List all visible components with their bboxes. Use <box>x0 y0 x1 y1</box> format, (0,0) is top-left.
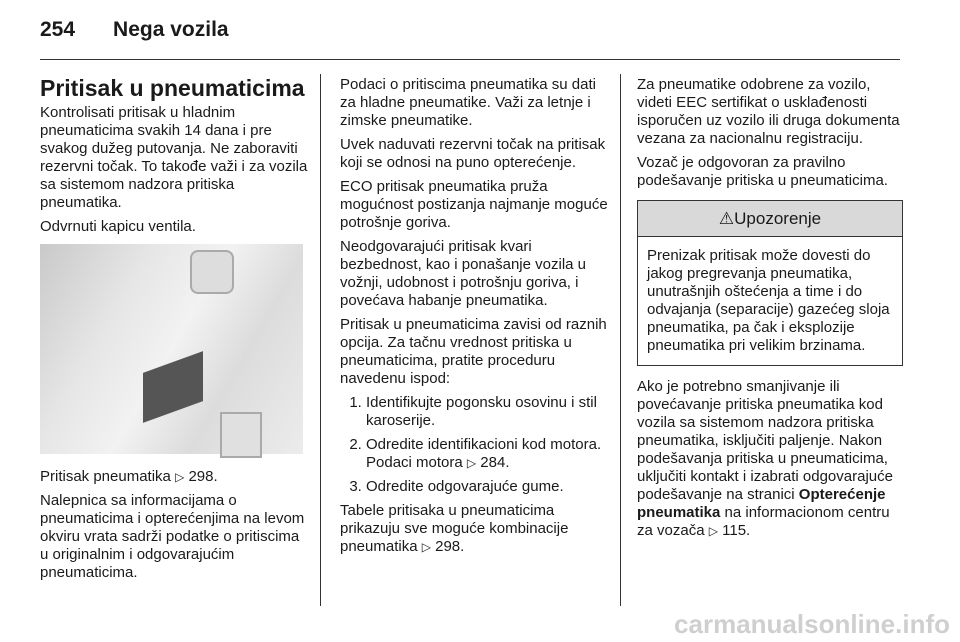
warning-body: Prenizak pritisak može dovesti do jakog pregrevanja pneumatika, unutrašnjih oštećenja a time i do odvajanja (separacije) gazećeg sloja pneumatika, pa čak i eksplozije pneumatika pri velikim brzinama. <box>647 247 890 354</box>
text: Tabele pritisaka u pneumaticima prikazuju sve moguće kombinacije pneumatika <box>340 502 569 555</box>
paragraph <box>40 468 310 486</box>
tire-pressure-label <box>143 351 203 423</box>
text: na informacionom centru za vozača <box>637 504 890 539</box>
list-item <box>366 436 610 472</box>
page-number: 254 <box>40 18 76 41</box>
door-frame-label-illustration <box>40 244 303 454</box>
column-1 <box>40 74 310 588</box>
page-ref-icon: ▷ <box>175 470 185 484</box>
page-ref-icon: ▷ <box>421 540 431 554</box>
paragraph: Uvek naduvati rezervni točak na pritisak koji se odnosi na puno opterećenje. <box>340 136 606 171</box>
warning-header <box>638 201 902 237</box>
page-ref-link[interactable]: 115. <box>722 522 751 539</box>
page-ref-link[interactable]: 298. <box>435 538 465 555</box>
list-item: 3. Odredite odgovarajuće gume. <box>366 478 610 496</box>
column-divider <box>320 74 321 606</box>
column-3 <box>637 76 903 546</box>
paragraph: Odvrnuti kapicu ventila. <box>40 218 196 235</box>
paragraph: Neodgovarajući pritisak kvari bezbednost, kao i ponašanje vozila u vožnji, udobnost i potrošnju goriva, i povećava habanje pneumatika. <box>340 238 587 309</box>
hinge-bracket <box>220 412 262 458</box>
watermark: carmanualsonline.info <box>674 609 950 639</box>
text: Pritisak pneumatika <box>40 468 176 485</box>
header-rule <box>40 59 900 60</box>
warning-title: Upozorenje <box>734 209 822 228</box>
paragraph: ECO pritisak pneumatika pruža mogućnost postizanja najmanje moguće potrošnje goriva. <box>340 178 608 231</box>
section-title: Nega vozila <box>113 18 229 41</box>
page-ref-icon: ▷ <box>466 456 477 470</box>
page-ref-link[interactable]: 284. <box>480 454 510 471</box>
column-divider <box>620 74 621 606</box>
paragraph: Podaci o pritiscima pneumatika su dati za hladne pneumatike. Važi za letnje i zimske pneumatike. <box>340 76 596 129</box>
page-ref-icon: ▷ <box>708 524 718 538</box>
paragraph: Pritisak u pneumaticima zavisi od raznih opcija. Za tačnu vrednost pritiska u pneumaticima, pratite proceduru navedenu ispod: <box>340 316 607 387</box>
paragraph: Za pneumatike odobrene za vozilo, videti EEC sertifikat o usklađenosti isporučen uz vozilo ili druga dokumenta vezana za nacionalnu registraciju. <box>637 76 900 147</box>
text: Odredite identifikacioni kod motora. Podaci motora <box>366 436 602 471</box>
paragraph: Nalepnica sa informacijama o pneumaticima i opterećenjima na levom okviru vrata sadrži podatke o pritiscima u originalnim i odgovarajućim pneumaticima. <box>40 492 305 581</box>
page-heading: Pritisak u pneumaticima <box>40 75 305 101</box>
menu-name: Opterećenje pneumatika <box>637 486 886 521</box>
page-ref-link[interactable]: 298. <box>188 468 218 485</box>
page-header <box>40 18 229 42</box>
door-latch <box>190 250 234 294</box>
paragraph: Vozač je odgovoran za pravilno podešavanje pritiska u pneumaticima. <box>637 154 888 189</box>
paragraph <box>340 502 610 556</box>
column-2 <box>340 76 610 562</box>
procedure-list <box>340 394 610 496</box>
paragraph <box>637 378 903 540</box>
text: Ako je potrebno smanjivanje ili povećavanje pritiska pneumatika kod vozila sa sistemom nadzora pritiska pneumatika, isključiti paljenje. Nakon podešavanja pritiska u pneumaticima, uključiti kontakt i izabrati odgovarajuće podešavanje na stranici <box>637 378 893 503</box>
warning-box <box>637 200 903 366</box>
warning-icon: ⚠ <box>718 209 735 228</box>
paragraph: Kontrolisati pritisak u hladnim pneumaticima svakih 14 dana i pre svakog dužeg putovanja. Ne zaboraviti rezervni točak. To takođe važi i za vozila sa sistemom nadzora pritiska pneumatika. <box>40 104 308 211</box>
list-item: 1. Identifikujte pogonsku osovinu i stil karoserije. <box>366 394 610 430</box>
